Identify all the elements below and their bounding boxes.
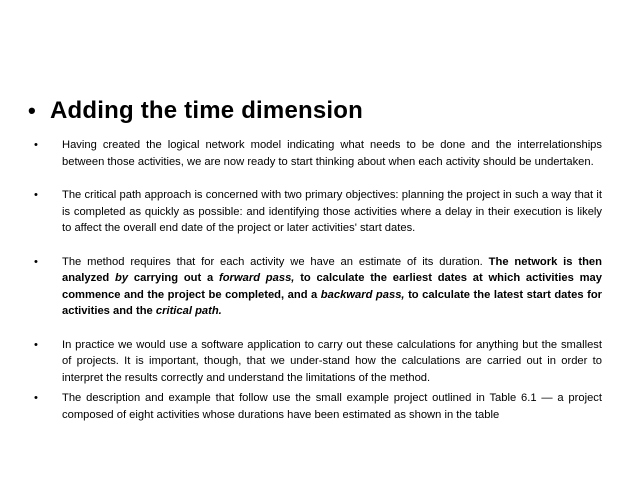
- bold-segment: carrying out a: [128, 272, 219, 284]
- bullet-item-2: [34, 187, 602, 237]
- bold-italic-segment: backward pass,: [320, 288, 405, 301]
- text-segment: The method requires that for each activity we have an estimate of its duration.: [62, 255, 489, 268]
- bullet-text: In practice we would use a software application to carry out these calculations for anything but the smallest of projects. It is important, though, that we under-stand how the calculations are carried out in order to interpret the results correctly and understand the limitations of the method.: [62, 338, 602, 384]
- bullet-dot: •: [34, 338, 38, 351]
- bold-italic-segment: forward pass,: [219, 272, 295, 284]
- bold-segment: The network is then analyzed: [62, 255, 602, 284]
- bullet-dot: •: [34, 255, 38, 268]
- bullet-item-4: [34, 337, 602, 387]
- bold-segment: to calculate the earliest dates at which activities may commence and the project be completed, and a: [62, 272, 602, 301]
- bullet-item-3: [34, 254, 602, 320]
- title-bullet: •: [28, 98, 36, 123]
- bullet-item-1: [34, 137, 602, 170]
- bullet-list: [34, 137, 602, 423]
- bullet-dot: •: [34, 139, 38, 151]
- bullet-text: The critical path approach is concerned with two primary objectives: planning the project in such a way that it is completed as quickly as possible: and identifying those activities where a delay in their execution is likely to affect the overall end date of the project or later activities' start dates.: [62, 189, 602, 234]
- bullet-text: The description and example that follow use the small example project outlined in Table 6.1 — a project composed of eight activities whose durations have been estimated as shown in the table: [62, 392, 602, 421]
- bullet-item-5: [34, 390, 602, 423]
- bold-italic-segment: by: [115, 272, 129, 284]
- bullet-dot: •: [34, 392, 38, 404]
- slide-title: Adding the time dimension: [50, 97, 364, 124]
- bold-segment: to calculate the latest start dates for activities and the: [62, 288, 603, 317]
- bullet-text: [62, 254, 602, 320]
- bold-italic-segment: critical path.: [155, 305, 222, 317]
- bullet-text: Having created the logical network model indicating what needs to be done and the interrelationships between those activities, we are now ready to start thinking about when each activity should be undertaken.: [62, 139, 602, 168]
- bullet-dot: •: [34, 189, 38, 201]
- title-row: [28, 97, 363, 125]
